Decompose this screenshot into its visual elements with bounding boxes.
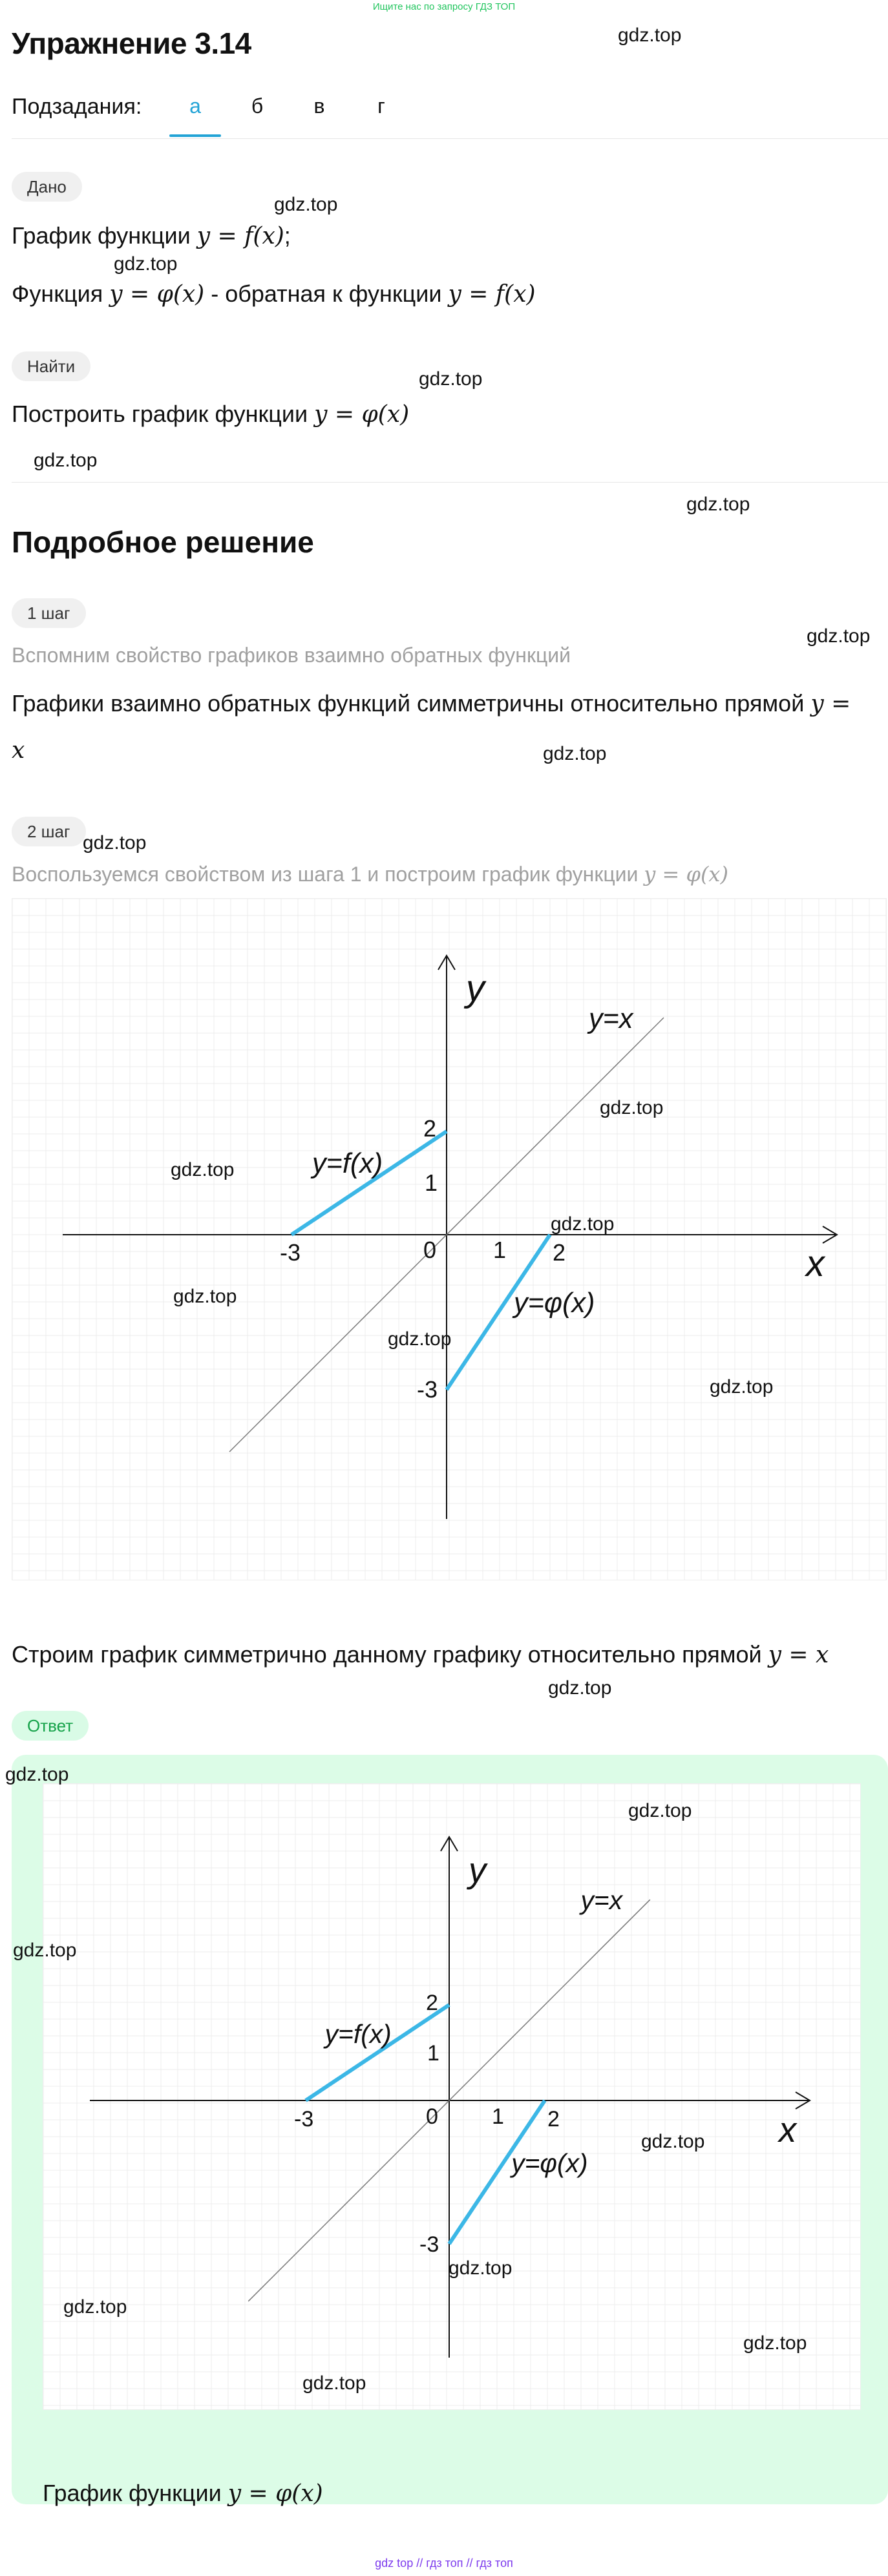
watermark: gdz.top [551, 1213, 615, 1235]
step2-hint-math: y = φ(x) [644, 862, 728, 886]
top-note: Ищите нас по запросу ГДЗ ТОП [372, 1, 516, 12]
solution-heading: Подробное решение [12, 525, 314, 559]
given-line-1-prefix: График функции [12, 222, 197, 249]
x-axis-label: x [806, 1243, 825, 1284]
tick-x-2: 2 [553, 1239, 566, 1266]
step1-text-math: y = [810, 691, 851, 717]
label-y-equals-x: y=x [580, 1885, 623, 1915]
tick-y-1: 1 [425, 1169, 438, 1196]
given-line-2-prefix: Функция [12, 280, 110, 307]
subtasks-label: Подзадания: [12, 94, 142, 119]
given-line-1-math: y = f(x) [196, 223, 284, 249]
answer-caption [43, 2480, 323, 2507]
watermark: gdz.top [543, 743, 607, 764]
step1-pill: 1 шаг [12, 598, 86, 628]
step1-text-math-x: x [12, 737, 25, 764]
tick-x-2: 2 [547, 2107, 560, 2131]
tick-y-2: 2 [423, 1115, 437, 1142]
watermark: gdz.top [600, 1097, 664, 1118]
after-graph-text [12, 1641, 829, 1668]
watermark: gdz.top [641, 2131, 705, 2152]
tab-g[interactable]: г [377, 94, 385, 118]
watermark: gdz.top [114, 253, 178, 275]
watermark: gdz.top [274, 194, 338, 215]
step1-text-line1 [12, 690, 851, 717]
watermark: gdz.top [710, 1376, 774, 1398]
tick-x-minus-3: -3 [280, 1239, 301, 1266]
tick-x-minus-3: -3 [294, 2107, 314, 2131]
y-axis-label: y [469, 1850, 487, 1890]
watermark: gdz.top [449, 2257, 513, 2279]
step2-hint-prefix: Воспользуемся свойством из шага 1 и построим график функции [12, 863, 644, 886]
y-axis-label: y [466, 968, 485, 1009]
find-line [12, 401, 409, 428]
watermark: gdz.top [686, 494, 750, 515]
watermark: gdz.top [83, 832, 147, 853]
tab-b[interactable]: б [251, 94, 264, 118]
page-title: Упражнение 3.14 [12, 26, 251, 60]
watermark: gdz.top [388, 1328, 452, 1350]
watermark: gdz.top [618, 25, 682, 46]
tick-y-minus-3: -3 [419, 2232, 439, 2257]
given-line-1 [12, 222, 291, 249]
label-f: y=f(x) [324, 2019, 392, 2049]
label-f: y=f(x) [312, 1148, 383, 1179]
step1-text-prefix: Графики взаимно обратных функций симметричны относительно прямой [12, 690, 811, 717]
given-pill: Дано [12, 172, 82, 202]
tick-origin: 0 [426, 2104, 438, 2129]
answer-caption-prefix: График функции [43, 2480, 228, 2506]
watermark: gdz.top [628, 1800, 692, 1821]
divider [12, 138, 888, 139]
tick-x-1: 1 [492, 2104, 504, 2129]
watermark: gdz.top [419, 368, 483, 390]
watermark: gdz.top [63, 2296, 127, 2318]
label-phi: y=φ(x) [511, 2148, 588, 2178]
tick-y-minus-3: -3 [417, 1376, 438, 1403]
watermark: gdz.top [302, 2372, 366, 2394]
step1-text-line2 [12, 737, 25, 764]
tab-v[interactable]: в [313, 94, 325, 118]
find-pill: Найти [12, 351, 90, 381]
find-line-prefix: Построить график функции [12, 401, 315, 427]
watermark: gdz.top [548, 1677, 612, 1699]
label-phi: y=φ(x) [514, 1288, 595, 1319]
after-graph-prefix: Строим график симметрично данному графику относительно прямой [12, 1641, 768, 1668]
footer-note: gdz top // гдз топ // гдз топ [375, 2557, 513, 2570]
step2-hint [12, 862, 728, 886]
answer-pill: Ответ [12, 1711, 89, 1741]
watermark: gdz.top [743, 2332, 807, 2354]
answer-caption-math: y = φ(x) [227, 2480, 323, 2507]
answer-graph [43, 1783, 861, 2410]
tab-a[interactable]: а [189, 94, 201, 118]
tick-y-1: 1 [427, 2041, 439, 2066]
given-line-2-math2: y = f(x) [448, 281, 536, 308]
step2-pill: 2 шаг [12, 817, 86, 846]
watermark: gdz.top [173, 1286, 237, 1307]
watermark: gdz.top [807, 625, 871, 647]
given-line-2 [12, 280, 536, 308]
find-line-math: y = φ(x) [314, 401, 410, 428]
active-tab-indicator [169, 134, 221, 137]
x-axis-label: x [779, 2110, 797, 2150]
tick-y-2: 2 [426, 1991, 438, 2015]
watermark: gdz.top [34, 450, 98, 471]
given-line-2-mid: - обратная к функции [204, 280, 449, 307]
watermark: gdz.top [13, 1940, 77, 1961]
solution-graph [12, 898, 887, 1580]
step1-hint: Вспомним свойство графиков взаимно обратных функций [12, 644, 571, 667]
watermark: gdz.top [5, 1764, 69, 1785]
given-line-2-math1: y = φ(x) [109, 281, 205, 308]
watermark: gdz.top [171, 1159, 235, 1180]
divider [12, 482, 888, 483]
label-y-equals-x: y=x [589, 1003, 633, 1034]
tick-x-1: 1 [493, 1237, 507, 1263]
tick-origin: 0 [423, 1237, 437, 1263]
after-graph-math: y = x [768, 1642, 829, 1668]
given-line-1-suffix: ; [284, 222, 291, 249]
